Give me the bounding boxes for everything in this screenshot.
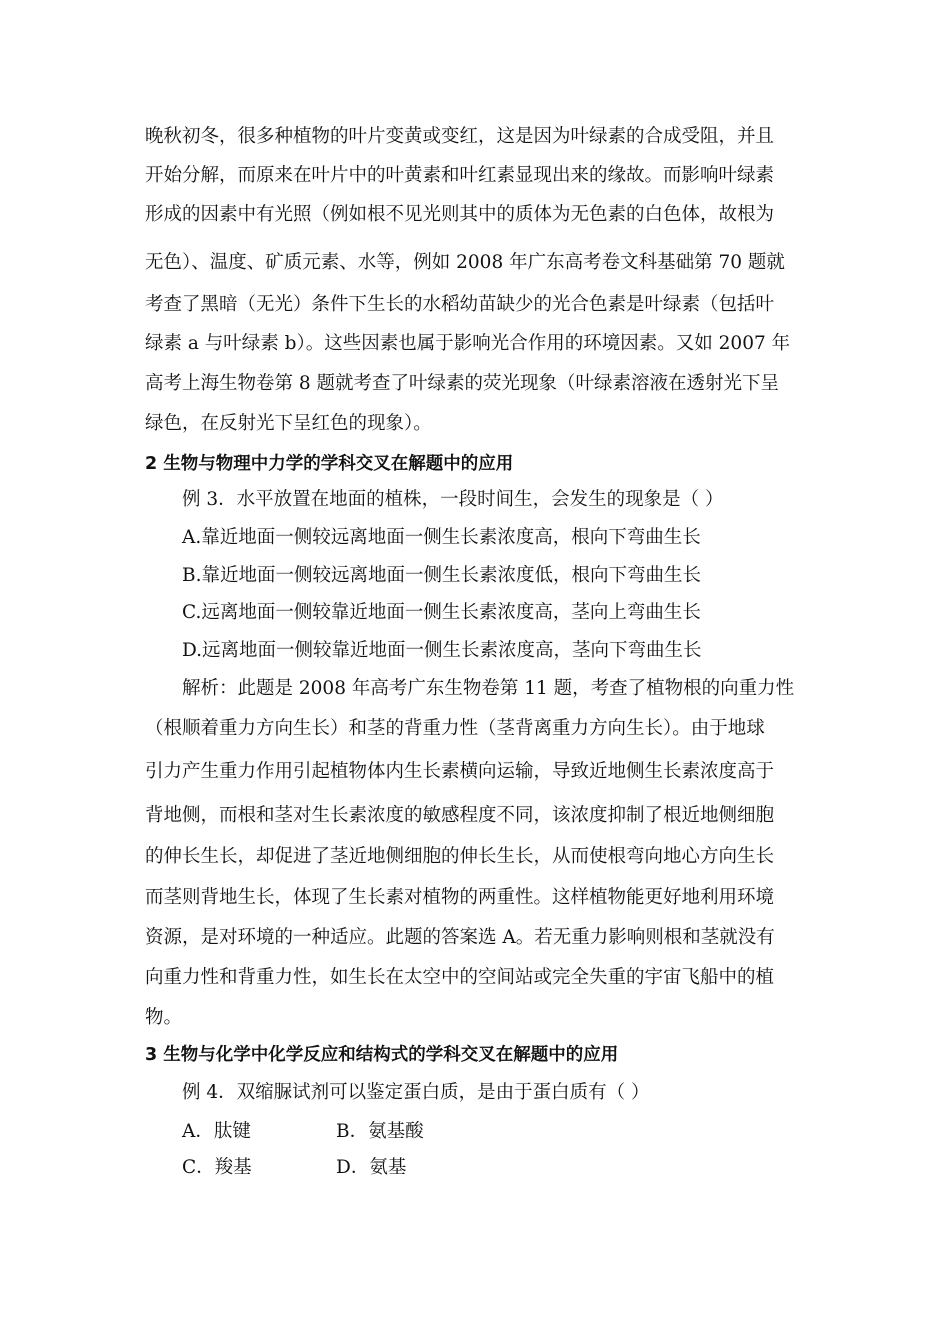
intro-line-1: 晚秋初冬，很多种植物的叶片变黄或变红，这是因为叶绿素的合成受阻，并且 xyxy=(145,126,775,147)
section-2-heading: 2 生物与物理中力学的学科交叉在解题中的应用 xyxy=(145,454,514,474)
analysis-line-2: （根顺着重力方向生长）和茎的背重力性（茎背离重力方向生长）。由于地球 xyxy=(145,718,765,739)
intro-line-2: 开始分解，而原来在叶片中的叶黄素和叶红素显现出来的缘故。而影响叶绿素 xyxy=(145,165,775,186)
example-3-question: 例 3．水平放置在地面的植株，一段时间生，会发生的现象是（ ） xyxy=(182,489,724,510)
example-4-option-a: A．肽键 xyxy=(182,1121,251,1142)
intro-line-7: 高考上海生物卷第 8 题就考查了叶绿素的荧光现象（叶绿素溶液在透射光下呈 xyxy=(145,373,780,394)
example-3-option-d: D.远离地面一侧较靠近地面一侧生长素浓度高，茎向下弯曲生长 xyxy=(182,640,702,661)
analysis-line-5: 的伸长生长，却促进了茎近地侧细胞的伸长生长，从而使根弯向地心方向生长 xyxy=(145,846,775,867)
example-4-question: 例 4．双缩脲试剂可以鉴定蛋白质，是由于蛋白质有（ ） xyxy=(182,1082,650,1103)
example-3-option-c: C.远离地面一侧较靠近地面一侧生长素浓度高，茎向上弯曲生长 xyxy=(182,602,701,623)
example-4-option-b: B．氨基酸 xyxy=(336,1121,424,1142)
intro-line-3: 形成的因素中有光照（例如根不见光则其中的质体为无色素的白色体，故根为 xyxy=(145,204,775,225)
analysis-line-3: 引力产生重力作用引起植物体内生长素横向运输，导致近地侧生长素浓度高于 xyxy=(145,761,775,782)
section-3-heading: 3 生物与化学中化学反应和结构式的学科交叉在解题中的应用 xyxy=(145,1045,619,1065)
example-3-option-b: B.靠近地面一侧较远离地面一侧生长素浓度低，根向下弯曲生长 xyxy=(182,565,701,586)
example-4-option-c: C．羧基 xyxy=(182,1157,252,1178)
intro-line-8: 绿色，在反射光下呈红色的现象）。 xyxy=(145,413,432,434)
intro-line-5: 考查了黑暗（无光）条件下生长的水稻幼苗缺少的光合色素是叶绿素（包括叶 xyxy=(145,294,775,315)
intro-line-6: 绿素 a 与叶绿素 b）。这些因素也属于影响光合作用的环境因素。又如 2007 年 xyxy=(145,333,791,354)
example-3-option-a: A.靠近地面一侧较远离地面一侧生长素浓度高，根向下弯曲生长 xyxy=(182,527,701,548)
analysis-line-6: 而茎则背地生长，体现了生长素对植物的两重性。这样植物能更好地利用环境 xyxy=(145,887,775,908)
analysis-line-1: 解析：此题是 2008 年高考广东生物卷第 11 题，考查了植物根的向重力性 xyxy=(182,678,795,699)
analysis-line-9: 物。 xyxy=(145,1007,183,1028)
analysis-line-7: 资源，是对环境的一种适应。此题的答案选 A。若无重力影响则根和茎就没有 xyxy=(145,927,775,948)
analysis-line-8: 向重力性和背重力性，如生长在太空中的空间站或完全失重的宇宙飞船中的植 xyxy=(145,967,775,988)
intro-line-4: 无色）、温度、矿质元素、水等，例如 2008 年广东高考卷文科基础第 70 题就 xyxy=(145,252,785,273)
analysis-line-4: 背地侧，而根和茎对生长素浓度的敏感程度不同，该浓度抑制了根近地侧细胞 xyxy=(145,805,775,826)
example-4-option-d: D．氨基 xyxy=(336,1157,407,1178)
